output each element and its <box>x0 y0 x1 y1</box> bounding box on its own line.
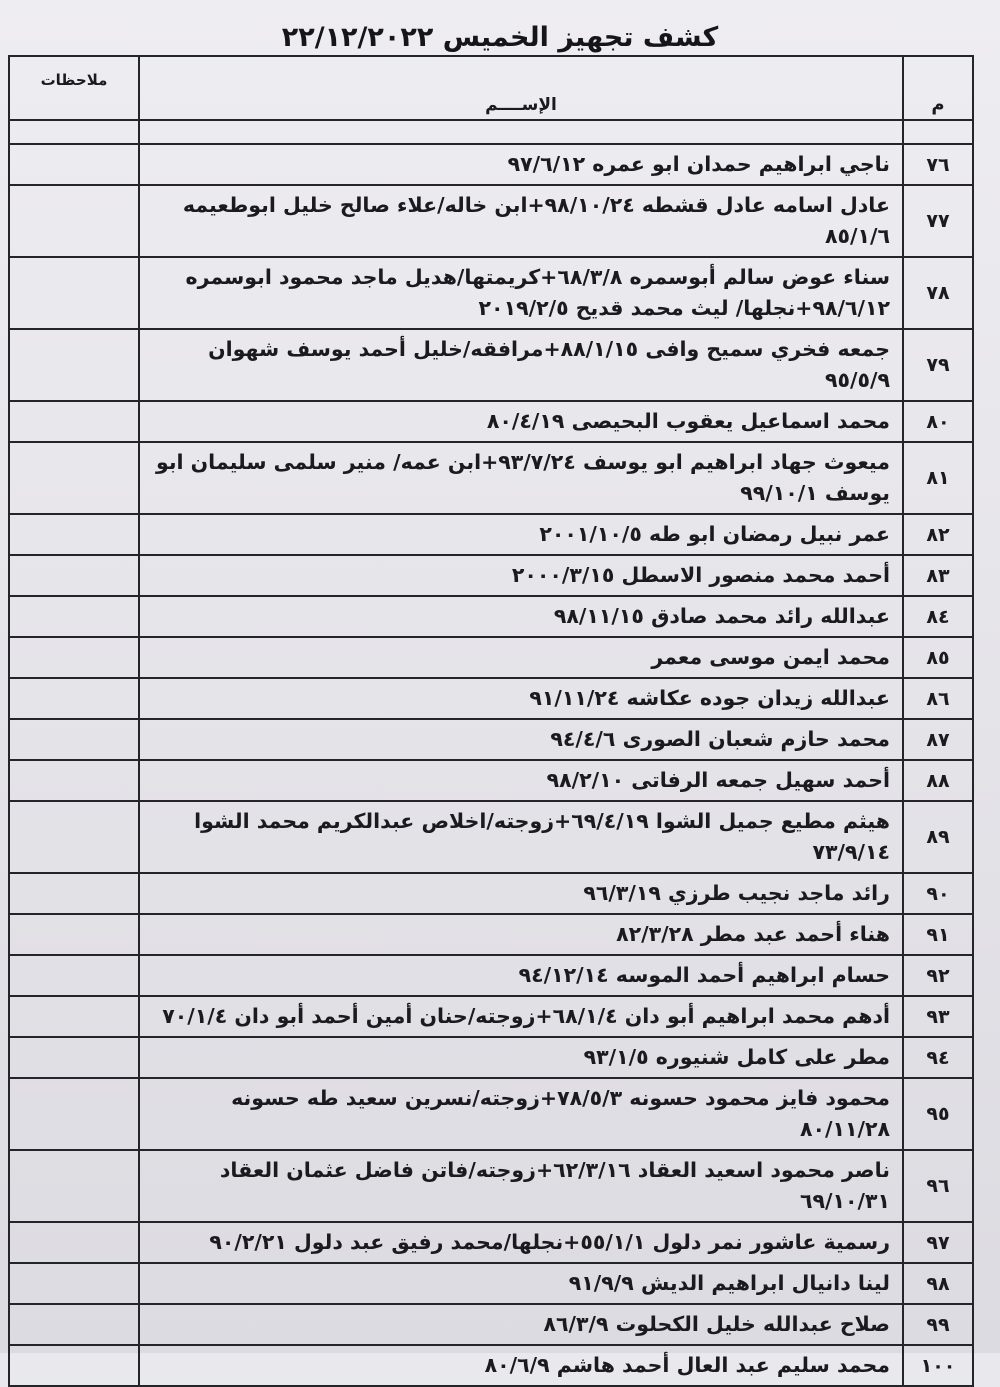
row-notes <box>9 801 139 873</box>
row-notes <box>9 719 139 760</box>
table-row <box>9 719 973 760</box>
row-name: صلاح عبدالله خليل الكحلوت ٨٦/٣/٩ <box>139 1304 903 1345</box>
header-number-label: م <box>931 94 945 115</box>
row-notes <box>9 1263 139 1304</box>
row-number: ٨١ <box>903 442 973 514</box>
row-notes <box>9 442 139 514</box>
row-name: ناجي ابراهيم حمدان ابو عمره ٩٧/٦/١٢ <box>139 144 903 185</box>
row-name: هيثم مطيع جميل الشوا ٦٩/٤/١٩+زوجته/اخلاص عبدالكريم محمد الشوا ٧٣/٩/١٤ <box>139 801 903 873</box>
table-row <box>9 955 973 996</box>
row-notes <box>9 637 139 678</box>
row-name: عادل اسامه عادل قشطه ٩٨/١٠/٢٤+ابن خاله/علاء صالح خليل ابوطعيمه ٨٥/١/٦ <box>139 185 903 257</box>
row-number: ٧٧ <box>903 185 973 257</box>
row-name: أحمد محمد منصور الاسطل ٢٠٠٠/٣/١٥ <box>139 555 903 596</box>
row-number: ٩٠ <box>903 873 973 914</box>
table-row <box>9 914 973 955</box>
row-number: ٨٥ <box>903 637 973 678</box>
table-row <box>9 1150 973 1222</box>
row-number: ٨٣ <box>903 555 973 596</box>
row-number: ٧٨ <box>903 257 973 329</box>
table-row <box>9 144 973 185</box>
row-notes <box>9 401 139 442</box>
table-row <box>9 637 973 678</box>
row-number: ٧٦ <box>903 144 973 185</box>
table-row <box>9 401 973 442</box>
row-notes <box>9 996 139 1037</box>
row-number: ٩٣ <box>903 996 973 1037</box>
row-notes <box>9 257 139 329</box>
spacer-cell <box>9 120 139 144</box>
table-spacer-row <box>9 120 973 144</box>
table-row <box>9 514 973 555</box>
row-notes <box>9 1037 139 1078</box>
table-row <box>9 257 973 329</box>
table-row <box>9 873 973 914</box>
table-row <box>9 442 973 514</box>
table-row <box>9 760 973 801</box>
row-name: عبدالله زيدان جوده عكاشه ٩١/١١/٢٤ <box>139 678 903 719</box>
row-notes <box>9 596 139 637</box>
row-notes <box>9 873 139 914</box>
row-name: هناء أحمد عبد مطر ٨٢/٣/٢٨ <box>139 914 903 955</box>
row-name: ناصر محمود اسعيد العقاد ٦٢/٣/١٦+زوجته/فاتن فاضل عثمان العقاد ٦٩/١٠/٣١ <box>139 1150 903 1222</box>
table-body <box>9 120 973 1386</box>
row-number: ٩٢ <box>903 955 973 996</box>
row-number: ٩١ <box>903 914 973 955</box>
row-notes <box>9 1345 139 1386</box>
header-name <box>139 56 903 120</box>
row-name: أحمد سهيل جمعه الرفاتى ٩٨/٢/١٠ <box>139 760 903 801</box>
row-notes <box>9 514 139 555</box>
row-number: ٩٩ <box>903 1304 973 1345</box>
row-name: عبدالله رائد محمد صادق ٩٨/١١/١٥ <box>139 596 903 637</box>
row-name: لينا دانيال ابراهيم الديش ٩١/٩/٩ <box>139 1263 903 1304</box>
header-notes <box>9 56 139 120</box>
document-title: كشف تجهيز الخميس ٢٢/١٢/٢٠٢٢ <box>281 22 719 53</box>
table-row <box>9 678 973 719</box>
row-number: ٩٦ <box>903 1150 973 1222</box>
row-notes <box>9 329 139 401</box>
row-notes <box>9 1222 139 1263</box>
names-table <box>8 55 974 1387</box>
table-row <box>9 1263 973 1304</box>
row-name: محمد سليم عبد العال أحمد هاشم ٨٠/٦/٩ <box>139 1345 903 1386</box>
table-row <box>9 1304 973 1345</box>
row-number: ٩٨ <box>903 1263 973 1304</box>
row-name: حسام ابراهيم أحمد الموسه ٩٤/١٢/١٤ <box>139 955 903 996</box>
table-row <box>9 185 973 257</box>
row-name: محمد حازم شعبان الصورى ٩٤/٤/٦ <box>139 719 903 760</box>
row-number: ٨٧ <box>903 719 973 760</box>
row-name: عمر نبيل رمضان ابو طه ٢٠٠١/١٠/٥ <box>139 514 903 555</box>
row-number: ١٠٠ <box>903 1345 973 1386</box>
row-notes <box>9 914 139 955</box>
row-number: ٨٩ <box>903 801 973 873</box>
row-notes <box>9 144 139 185</box>
row-notes <box>9 1150 139 1222</box>
row-number: ٩٥ <box>903 1078 973 1150</box>
header-name-label: الإســــم <box>485 95 557 115</box>
row-notes <box>9 555 139 596</box>
row-name: محمود فايز محمود حسونه ٧٨/٥/٣+زوجته/نسرين سعيد طه حسونه ٨٠/١١/٢٨ <box>139 1078 903 1150</box>
table-row <box>9 1345 973 1386</box>
row-name: سناء عوض سالم أبوسمره ٦٨/٣/٨+كريمتها/هديل ماجد محمود ابوسمره ٩٨/٦/١٢+نجلها/ ليث محمد قديح ٢٠١٩/٢/٥ <box>139 257 903 329</box>
table-row <box>9 996 973 1037</box>
table-row <box>9 1078 973 1150</box>
table-row <box>9 801 973 873</box>
header-number <box>903 56 973 120</box>
row-notes <box>9 1078 139 1150</box>
row-name: مطر على كامل شنيوره ٩٣/١/٥ <box>139 1037 903 1078</box>
row-number: ٧٩ <box>903 329 973 401</box>
row-number: ٨٤ <box>903 596 973 637</box>
row-name: رسمية عاشور نمر دلول ٥٥/١/١+نجلها/محمد رفيق عبد دلول ٩٠/٢/٢١ <box>139 1222 903 1263</box>
row-name: محمد اسماعيل يعقوب البحيصى ٨٠/٤/١٩ <box>139 401 903 442</box>
table-row <box>9 1037 973 1078</box>
spacer-cell <box>139 120 903 144</box>
row-notes <box>9 760 139 801</box>
row-number: ٩٧ <box>903 1222 973 1263</box>
header-notes-label: ملاحظات <box>40 71 108 89</box>
row-number: ٨٨ <box>903 760 973 801</box>
spacer-cell <box>903 120 973 144</box>
row-notes <box>9 678 139 719</box>
row-notes <box>9 1304 139 1345</box>
row-name: جمعه فخري سميح وافى ٨٨/١/١٥+مرافقه/خليل أحمد يوسف شهوان ٩٥/٥/٩ <box>139 329 903 401</box>
row-name: رائد ماجد نجيب طرزي ٩٦/٣/١٩ <box>139 873 903 914</box>
table-row <box>9 596 973 637</box>
table-row <box>9 555 973 596</box>
table-header-row <box>9 56 973 120</box>
row-name: أدهم محمد ابراهيم أبو دان ٦٨/١/٤+زوجته/حنان أمين أحمد أبو دان ٧٠/١/٤ <box>139 996 903 1037</box>
row-name: ميعوث جهاد ابراهيم ابو يوسف ٩٣/٧/٢٤+ابن عمه/ منير سلمى سليمان ابو يوسف ٩٩/١٠/١ <box>139 442 903 514</box>
row-number: ٩٤ <box>903 1037 973 1078</box>
table-row <box>9 1222 973 1263</box>
row-number: ٨٦ <box>903 678 973 719</box>
row-number: ٨٢ <box>903 514 973 555</box>
row-notes <box>9 955 139 996</box>
row-number: ٨٠ <box>903 401 973 442</box>
row-name: محمد ايمن موسى معمر <box>139 637 903 678</box>
row-notes <box>9 185 139 257</box>
table-row <box>9 329 973 401</box>
